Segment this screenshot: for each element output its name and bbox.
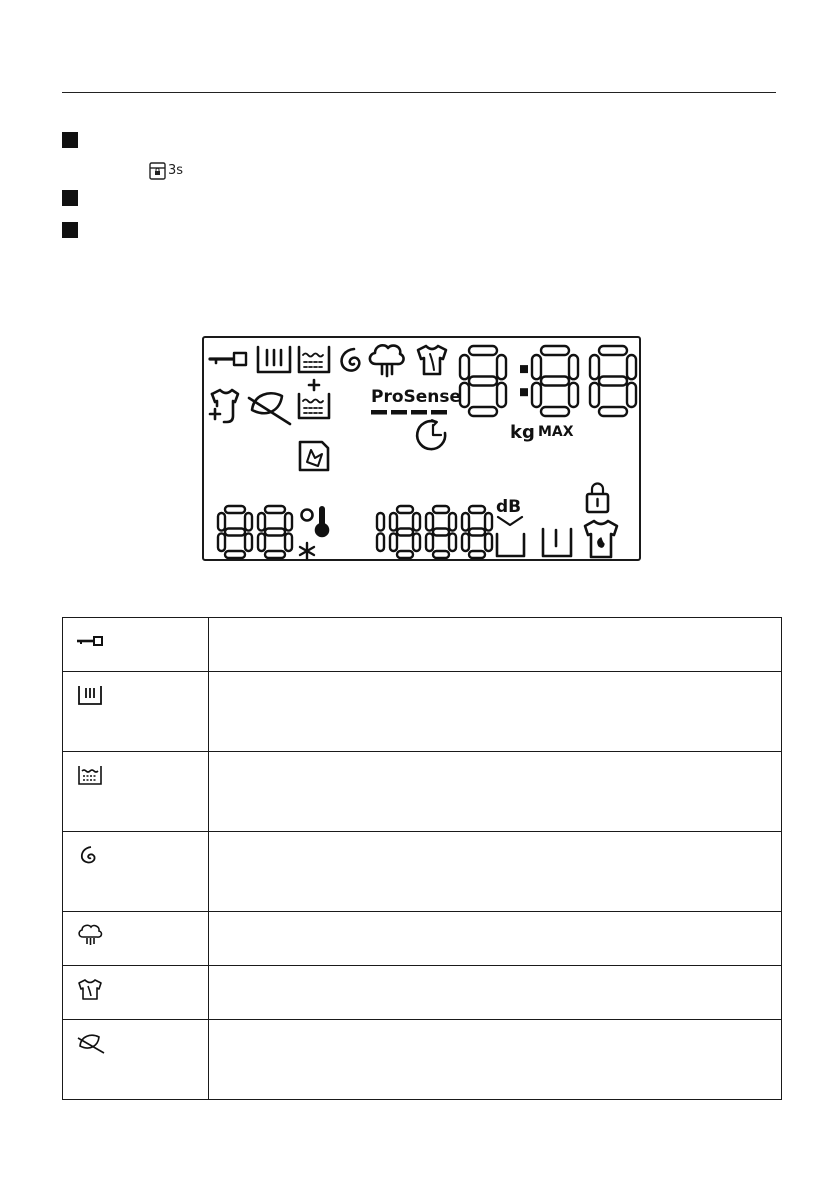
segment <box>426 533 433 551</box>
segment <box>426 513 433 531</box>
segment <box>397 506 413 513</box>
table-row <box>63 912 782 966</box>
eco-leaf-icon <box>249 393 290 424</box>
segment <box>541 377 569 386</box>
segment <box>469 551 485 558</box>
table-cell-description <box>209 966 782 1020</box>
segment <box>469 529 485 536</box>
segment <box>390 513 397 531</box>
colon-dot <box>520 365 528 373</box>
clock-delay-icon <box>417 420 445 449</box>
anti-allergy-shirt-icon <box>585 521 617 557</box>
segment <box>599 346 627 355</box>
segment <box>377 533 384 551</box>
segment <box>485 533 492 551</box>
max-label: MAX <box>538 424 574 440</box>
soak-tub-icon <box>299 347 329 372</box>
asterisk-icon <box>300 543 314 559</box>
spin-digits <box>377 506 492 558</box>
segment <box>225 529 245 536</box>
degree-symbol <box>302 510 313 521</box>
key-icon <box>210 353 246 365</box>
extra-rinse-icon <box>299 380 329 418</box>
eco-leaf-icon <box>75 1031 107 1055</box>
table-row <box>63 966 782 1020</box>
table-cell-description <box>209 1020 782 1100</box>
table-cell-description <box>209 752 782 832</box>
shirt-icon <box>75 977 107 1001</box>
child-lock-hint <box>148 161 188 183</box>
soak-tub-icon <box>75 763 107 787</box>
segment <box>569 355 578 379</box>
segment <box>258 533 265 551</box>
steam-icon <box>370 345 404 376</box>
step-marker-2 <box>62 190 78 206</box>
segment <box>245 533 252 551</box>
segment <box>433 506 449 513</box>
symbol-table <box>62 617 782 1100</box>
segment <box>599 407 627 416</box>
time-digits <box>460 346 636 416</box>
steam-icon <box>75 923 107 947</box>
segment <box>460 383 469 407</box>
spiral-icon <box>342 349 360 371</box>
temperature-digits <box>218 506 292 558</box>
segment <box>469 346 497 355</box>
segment <box>469 506 485 513</box>
segment <box>218 533 225 551</box>
segment <box>627 355 636 379</box>
segment <box>497 355 506 379</box>
segment <box>285 533 292 551</box>
table-cell-description <box>209 672 782 752</box>
segment <box>433 529 449 536</box>
colon-dot <box>520 388 528 396</box>
stain-icon <box>300 442 328 470</box>
segment <box>541 407 569 416</box>
segment <box>449 533 456 551</box>
lcd-icons <box>204 338 643 563</box>
weight-unit-label: kg <box>510 422 535 443</box>
segment <box>462 513 469 531</box>
prosense-dashes <box>371 410 447 415</box>
segment <box>541 346 569 355</box>
segment <box>397 551 413 558</box>
segment <box>532 383 541 407</box>
shirt-icon <box>418 346 446 374</box>
segment <box>225 551 245 558</box>
spiral-icon <box>75 843 107 867</box>
header-rule <box>62 92 776 93</box>
segment <box>433 551 449 558</box>
table-row <box>63 618 782 672</box>
segment <box>569 383 578 407</box>
segment <box>377 513 384 531</box>
segment <box>627 383 636 407</box>
segment <box>285 513 292 531</box>
thermometer-icon <box>316 509 328 536</box>
segment <box>469 407 497 416</box>
lcd-display <box>202 336 641 561</box>
segment <box>225 506 245 513</box>
segment <box>462 533 469 551</box>
table-row <box>63 672 782 752</box>
hold-duration-label: 3s <box>168 163 184 178</box>
door-lock-icon <box>587 484 608 513</box>
segment <box>460 355 469 379</box>
table-row <box>63 752 782 832</box>
key-icon <box>75 629 107 653</box>
noise-reduction-icon <box>497 517 524 556</box>
segment <box>590 383 599 407</box>
prewash-tub-icon <box>75 683 107 707</box>
segment <box>413 513 420 531</box>
segment <box>590 355 599 379</box>
table-cell-description <box>209 832 782 912</box>
table-cell-description <box>209 618 782 672</box>
segment <box>485 513 492 531</box>
segment <box>390 533 397 551</box>
segment <box>397 529 413 536</box>
segment <box>497 383 506 407</box>
decibel-label: dB <box>496 497 522 517</box>
child-lock-button-icon <box>148 161 168 181</box>
step-marker-1 <box>62 132 78 148</box>
segment <box>599 377 627 386</box>
shirt-plus-icon <box>210 390 238 422</box>
segment <box>265 529 285 536</box>
table-row <box>63 832 782 912</box>
segment <box>218 513 225 531</box>
segment <box>258 513 265 531</box>
table-row <box>63 1020 782 1100</box>
segment <box>449 513 456 531</box>
segment <box>265 506 285 513</box>
segment <box>245 513 252 531</box>
prewash-tub-icon <box>258 347 290 372</box>
segment <box>265 551 285 558</box>
segment <box>469 377 497 386</box>
step-marker-3 <box>62 222 78 238</box>
segment <box>413 533 420 551</box>
segment <box>532 355 541 379</box>
table-cell-description <box>209 912 782 966</box>
prosense-label: ProSense <box>371 387 462 407</box>
